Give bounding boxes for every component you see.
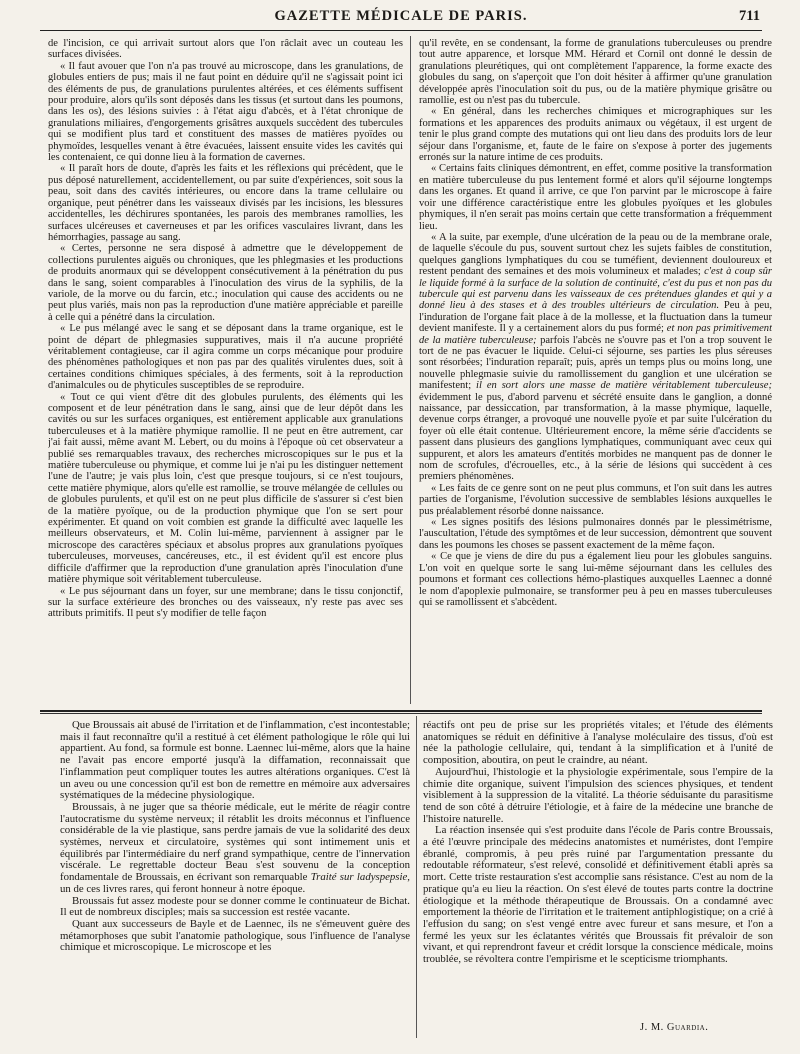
paragraph: « Tout ce qui vient d'être dit des globules purulents, des éléments qui les composent et de leur pénétration dans le sang, ainsi que de leur dépôt dans les cavités ou sur les surfaces organiques, est entièrement applicable aux granulations tuberculeuses et à la matière phymique ramollie. Il ne peut en être autrement, car j'ai fait aussi, même avant M. Lebert, ou du moins à l'époque où cet observateur a publié ses remarquables travaux, des recherches microscopiques sur le pus et la matière tuberculeuse ou phymique, et comme lui je n'ai pu les distinguer nettement l'une de l'autre; je vais plus loin, c'est que presque toujours, si ce n'est toujours, cette matière phymique, alors qu'elle est ramollie, se trouve mélangée de cellules ou de globules purulents, et qu'il est on ne peut plus difficile de s'assurer si c'est bien de la matière pyoïque, ou de la production phymique que l'on se sert pour expérimenter. Et quand on voit combien est grande la difficulté avec laquelle les meilleurs observateurs, et M. Colin lui-même, parviennent à assigner par le microscope des caractères spéciaux et absolus propres aux granulations pyoïques tuberculeuses, morveuses, cancéreuses, etc., il est évident qu'il est encore plus difficile d'affirmer que la reproduction d'une granulation après l'inoculation d'une matière phymique soit véritablement tuberculeuse.: [48, 391, 403, 586]
text-run: « A la suite, par exemple, d'une ulcération de la peau ou de la membrane orale, de laquelle s'écoule du pus, souvent surtout chez les sujets faibles de constitution, quelques ganglions lymphatiques du cou se tuméfient, deviennent douloureux et restent pendant des semaines et des mois volumineux et malades;: [419, 231, 772, 278]
paragraph: « Il faut avouer que l'on n'a pas trouvé au microscope, dans les granulations, de globules entiers de pus; mais il ne faut point en déduire qu'il ne s'agissait point ici des éléments de pus, de granulations purulentes altérées, et ces éléments suffisent pour produire, alors qu'ils sont déposés dans les tissus (et surtout dans les poumons, dans les os), des lésions suivies : à l'état aigu d'abcès, et à l'état chronique de granulations miliaires, d'engorgements grisâtres auxquels succèdent des tubercules qui se modifient plus tard et constituent des masses de matières pyoïdes ou phymoïdes, lesquelles venant à être évacuées, laissent ensuite vides les cavités qui les contenaient, ce qui donne lieu à la formation de cavernes.: [48, 60, 403, 164]
feuilleton-right-column: [423, 720, 773, 1020]
author-signature: J. M. Guardia.: [640, 1022, 709, 1033]
paragraph: Que Broussais ait abusé de l'irritation et de l'inflammation, c'est incontestable; mais il faut reconnaître qu'il a restitué à cet élément pathologique le rôle qui lui appartient. Au fond, sa formule est bonne. Laennec lui-même, alors que la haine ne l'avait pas encore emporté jusqu'à la diffamation, reconnaissait que l'inflammation peut compliquer toutes les autres altérations organiques. C'est là un aveu ou une concession qu'il est bon de remettre en mémoire aux adversaires systématiques de la médecine physiologique.: [60, 720, 410, 802]
paragraph: qu'il revête, en se condensant, la forme de granulations tuberculeuses ou prendre tout autre apparence, et lorsque MM. Hérard et Cornil ont donné le dessin de granulations pleurétiques, qui ont complètement l'apparence, la forme exacte des globules du sang, on s'aperçoit que l'on doit hésiter à affirmer qu'une granulation développée après l'inoculation soit du pus, ou de la matière phymique grisâtre ou ramollie, est ou n'est pas du tubercule.: [419, 38, 772, 107]
paragraph: [60, 802, 410, 896]
paragraph: de l'incision, ce qui arrivait surtout alors que l'on râclait avec un couteau les surfaces divisées.: [48, 38, 403, 61]
header-rule: [40, 30, 762, 31]
column-divider: [410, 36, 411, 704]
paragraph: « Les signes positifs des lésions pulmonaires donnés par le plessimétrisme, l'auscultation, l'étude des symptômes et de leur succession, démontrent que souvent dans les poumons les choses se passent exactement de la même façon.: [419, 517, 772, 551]
paragraph: « En général, dans les recherches chimiques et micrographiques sur les formations et les apparences des produits animaux ou végétaux, il est urgent de tenir le plus grand compte des mutations qui ont lieu dans des produits lors de leur séjour dans l'organisme, et, faute de le faire on s'expose à porter des jugements erronés sur la nature intime de ces produits.: [419, 106, 772, 164]
paragraph: Quant aux successeurs de Bayle et de Laennec, ils ne s'émeuvent guère des métamorphoses que subit l'anatomie pathologique, sous l'influence de l'analyse chimique et microscopique. Le microscope et les: [60, 917, 410, 954]
italic-run: et non pas primitivement de la matière tuberculeuse;: [419, 323, 772, 346]
section-rule: [40, 710, 762, 712]
paragraph: « Les faits de ce genre sont on ne peut plus communs, et l'on suit dans les autres parties de l'organisme, l'évolution successive de semblables lésions auxquelles le pus préalablement résorbé donne naissance.: [419, 482, 772, 517]
section-rule: [40, 713, 762, 714]
paragraph: « Ce que je viens de dire du pus a également lieu pour les globules sanguins. L'on voit en quelque sorte le sang lui-même séjournant dans les cellules des poumons et formant ces collections hémo-plastiques auxquelles Laennec a donné le nom d'apoplexie pulmonaire, se transformer peu à peu en masses tuberculeuses qui se ramollissent et s'abcèdent.: [419, 551, 772, 608]
feuilleton-left-column: [60, 720, 410, 1038]
paragraph: « Le pus mélangé avec le sang et se déposant dans la trame organique, est le point de départ de phlegmasies suppuratives, mais il n'a aucune propriété véritablement contagieuse, car il agira comme un corps mécanique pour produire des phénomènes pathologiques et non pas par des qualités virulentes dues, soit à certaines conditions chimiques spéciales, à des ferments, soit à la reproduction d'animalcules ou de phyticules susceptibles de se reproduire.: [48, 323, 403, 392]
text-run: évidemment le pus, d'abord parvenu et sécrété ensuite dans le ganglion, a donné naissance, par dessiccation, par transformation, à la masse phymique, laquelle, devenue corps étranger, a provoqué une nouvelle pyoïe et par suite l'ulcération du foyer où elle était contenue. Ultérieurement encore, la même série d'accidents se passent dans plusieurs des ganglions lymphatiques, communiquant avec ceux qui suppurent, et alors les amateurs d'entités morbides ne manquent pas de donner le nom de scrofules, d'écrouelles, etc., à la série de lésions qui succèdent à ces premiers phénomènes.: [419, 391, 772, 483]
top-right-column: [419, 38, 772, 708]
paragraph: réactifs ont peu de prise sur les propriétés vitales; et l'étude des éléments anatomiques se réduit en définitive à l'analyse moléculaire des tissus, d'où est née la pathologie cellulaire, qui, tendant à la simplification et à l'unité de composition, aboutira, on peut le craindre, au néant.: [423, 720, 773, 767]
paragraph: « Il paraît hors de doute, d'après les faits et les réflexions qui précèdent, que le pus déposé naturellement, accidentellement, ou par suite d'expériences, soit sous la peau, soit dans des cavités intérieures, ou encore dans la trame cellulaire ou organique, peut pénétrer dans les vaisseaux divisés par les incisions, les blessures accidentelles, les déchirures spontanées, les parois des membranes ramollies, les surfaces ulcéreuses et caverneuses et par les orifices vasculaires livrant, dans les hémorrhagies, passage au sang.: [48, 163, 403, 243]
page-header: [40, 4, 762, 30]
column-divider: [416, 716, 417, 1038]
text-run: Broussais, à ne juger que sa théorie médicale, eut le mérite de réagir contre l'autocratisme du système nerveux; il rétablit les droits méconnus et l'influence considérable de la vie plastique, sans perdre jamais de vue la solidarité des deux systèmes, nerveux et circulatoire, systèmes qui sont intimement unis et équilibrés par l'intermédiaire du nerf grand sympathique, centre de l'innervation viscérale. Le regrettable docteur Beau s'est souvenu de la conception fondamentale de Broussais, en écrivant son remarquable: [60, 800, 410, 884]
paragraph: [419, 232, 772, 483]
journal-title: GAZETTE MÉDICALE DE PARIS.: [274, 8, 528, 24]
book-title: Traité sur ladyspepsie: [310, 871, 408, 884]
paragraph: Broussais fut assez modeste pour se donner comme le continuateur de Bichat. Il eut de nombreux disciples; mais sa succession est restée vacante.: [60, 894, 410, 919]
italic-run: c'est à coup sûr le liquide formé à la surface de la solution de continuité, c'est du pus et non pas du tubercule qui est parvenu dans les vaisseaux de ces prétendues glandes et qui y a donné lieu à des stases et à des troubles ultérieurs de circulation.: [419, 266, 772, 312]
paragraph: Aujourd'hui, l'histologie et la physiologie expérimentale, sous l'empire de la chimie dite organique, suivent l'impulsion des sciences physiques, et tendent visiblement à la suppression de la vitalité. La théorie séduisante du parasitisme tend de son côté à détruire l'étiologie, et à faire de la médecine une branche de l'histoire naturelle.: [423, 765, 773, 825]
text-run: Peu à peu, l'induration de l'organe fait place à de la mollesse, et la fluctuation dans la tumeur devient manifeste. Il y a certainement alors du pus formé;: [419, 300, 772, 335]
paragraph: « Certains faits cliniques démontrent, en effet, comme positive la transformation en matière tuberculeuse du pus lentement formé et alors qu'il séjourne longtemps dans les organes. Et quand il arrive, ce que l'on parvint par le microscope à faire voir une différence caractéristique entre les globules pyoïques et les globules phymiques, il n'en serait pas moins certain que cette transformation a fréquemment lieu.: [419, 163, 772, 232]
page-number: 711: [739, 8, 760, 24]
paragraph: « Le pus séjournant dans un foyer, sur une membrane; dans le tissu conjonctif, sur la surface extérieure des bronches ou des vaisseaux, n'y reste pas avec ses attributs primitifs. Il peut s'y modifier de telle façon: [48, 585, 403, 620]
paragraph: « Certes, personne ne sera disposé à admettre que le développement de collections purulentes aiguës ou chroniques, que les phlegmasies et les productions de produits anormaux qui se développent consécutivement à la pénétration du pus dans le sang, soient comparables à l'inoculation des virus de la syphilis, de la variole, de la morve ou du farcin, etc.; inoculation qui cause des accidents ou ne peut plus variés, mais non pas la reproduction d'une matière appréciable et pareille à celle qui a pénétré dans la circulation.: [48, 243, 403, 323]
paragraph: La réaction insensée qui s'est produite dans l'école de Paris contre Broussais, a été l'œuvre principale des médecins anatomistes et numéristes, dont l'empire ébranlé, compromis, à peu près ruiné par l'argumentation pressante du redoutable réformateur, s'est relevé, consolidé et définitivement établi après sa mort. Cette triste restauration s'est accomplie sans résistance. C'est au nom de la pratique qu'a eu lieu la réaction. On s'est élevé de toutes parts contre la doctrine étiologique et la méthode thérapeutique de Broussais. On a condamné avec emportement la théorie de l'irritation et le traitement antiphlogistique; on a crié à l'effusion du sang; on s'est vengé entre avec fureur et sans mesure, et l'on a fermé les yeux sur les éclatantes vérités que Broussais fit prévaloir de son vivant, et qui reprendront faveur et crédit lorsque la conscience médicale, moins troublée, se révoltera contre l'empirisme et le scepticisme triomphants.: [423, 824, 773, 966]
top-left-column: [48, 38, 403, 708]
text-run: parfois l'abcès ne s'ouvre pas et l'on a trop souvent le tort de ne pas évacuer le liquide. Celui-ci séjourne, ses parties les plus séreuses sont résorbées; l'induration reparaît; puis, après un temps plus ou moins long, une nouvelle phlegmasie suivie du ramollissement du ganglion et une ulcération se manifestent;: [419, 334, 772, 392]
italic-run: il en sort alors une masse de matière véritablement tuberculeuse;: [476, 380, 772, 392]
text-run: , un de ces livres rares, qui feront honneur à notre époque.: [60, 871, 410, 895]
